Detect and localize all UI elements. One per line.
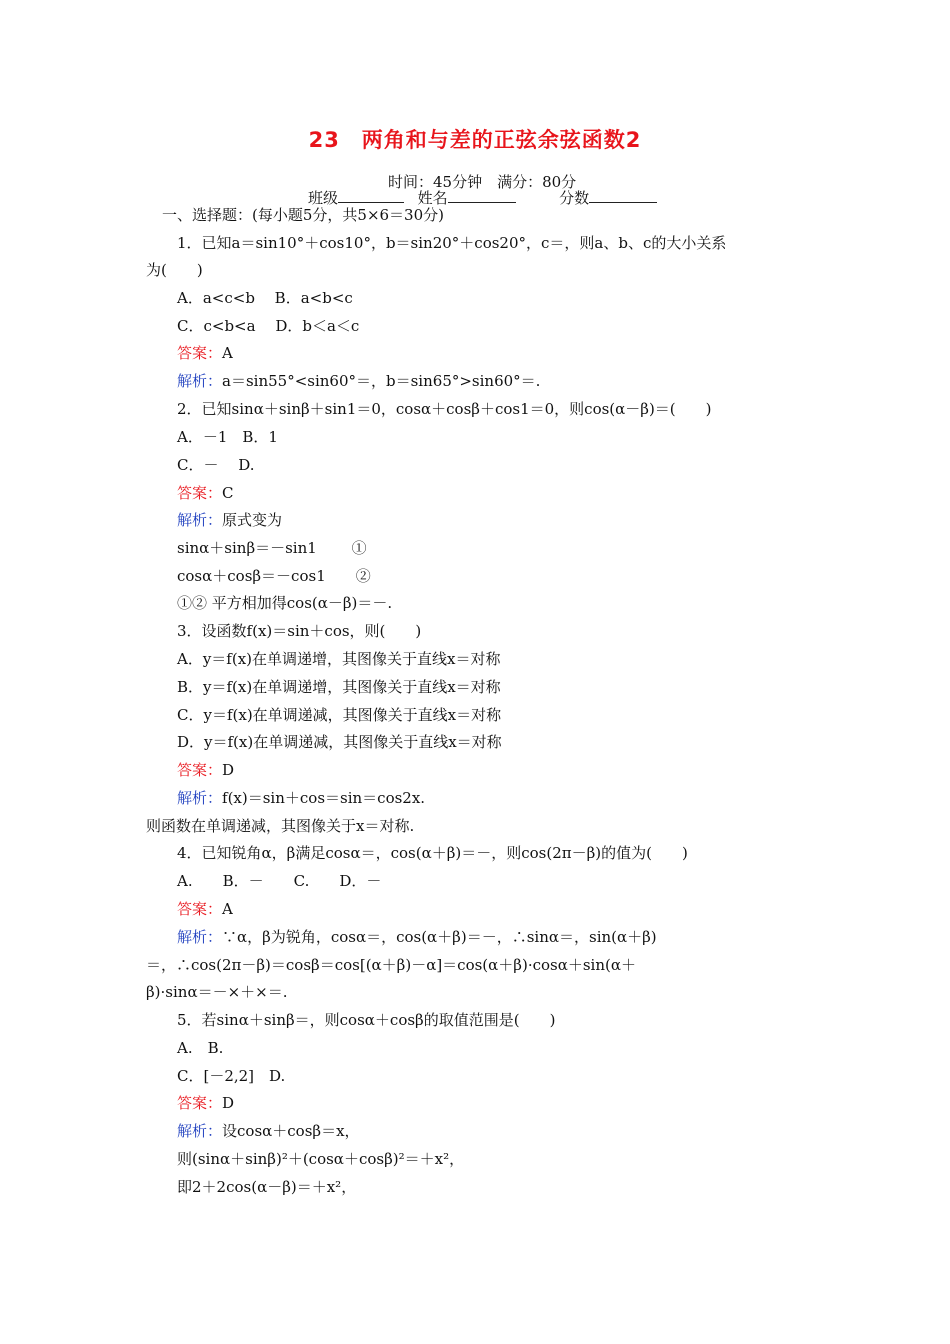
q3-option-d: D．y＝f(x)在单调递减，其图像关于直线x＝对称 [177, 733, 502, 751]
section-heading: 一、选择题：(每小题5分，共5×6＝30分) [162, 206, 444, 224]
answer-label: 答案： [177, 761, 223, 779]
q5-stem: 5．若sinα＋sinβ＝，则cosα＋cosβ的取值范围是( ) [177, 1011, 556, 1029]
q4-analysis: 解析：∵α，β为锐角，cosα＝，cos(α＋β)＝－，∴sinα＝，sin(α＋β) [177, 928, 657, 946]
q1-stem-cont: 为( ) [146, 261, 203, 279]
q3-answer: 答案：D [177, 761, 235, 779]
q4-analysis-cont2: β)·sinα＝－×＋×＝. [146, 983, 288, 1001]
q2-answer: 答案：C [177, 484, 234, 502]
q4-stem: 4．已知锐角α，β满足cosα＝，cos(α＋β)＝－，则cos(2π－β)的值为( ) [177, 844, 688, 862]
q1-options-cd: C．c<b<a D．b＜a＜c [177, 317, 360, 335]
answer-label: 答案： [177, 1094, 223, 1112]
analysis-label: 解析： [177, 372, 223, 390]
analysis-label: 解析： [177, 928, 223, 946]
q5-options-cd: C．[－2,2] D. [177, 1067, 286, 1085]
score-label: 分数 [559, 189, 590, 207]
answer-label: 答案： [177, 344, 223, 362]
q3-analysis-cont: 则函数在单调递减，其图像关于x＝对称. [146, 817, 415, 835]
q3-stem: 3．设函数f(x)＝sin＋cos，则( ) [177, 622, 422, 640]
class-label: 班级 [308, 189, 339, 207]
exam-time-score: 时间：45分钟 满分：80分 [388, 173, 577, 191]
answer-label: 答案： [177, 484, 223, 502]
q4-answer: 答案：A [177, 900, 233, 918]
q4-options: A. B．－ C. D．－ [177, 872, 382, 890]
q2-options-cd: C．－ D. [177, 456, 255, 474]
q5-analysis-eq1: 则(sinα＋sinβ)²＋(cosα＋cosβ)²＝＋x²， [177, 1150, 465, 1168]
q5-answer: 答案：D [177, 1094, 235, 1112]
class-blank[interactable] [338, 188, 404, 203]
q1-analysis: 解析：a＝sin55°<sin60°＝，b＝sin65°>sin60°＝. [177, 372, 541, 390]
q1-options-ab: A．a<c<b B．a<b<c [177, 289, 353, 307]
q3-option-c: C．y＝f(x)在单调递减，其图像关于直线x＝对称 [177, 706, 502, 724]
q3-analysis: 解析：f(x)＝sin＋cos＝sin＝cos2x. [177, 789, 426, 807]
name-label: 姓名 [417, 189, 448, 207]
name-blank[interactable] [448, 188, 516, 203]
q2-analysis-result: ①② 平方相加得cos(α－β)＝－. [177, 594, 393, 612]
q2-analysis-eq2: cosα＋cosβ＝－cos1 ② [177, 567, 371, 585]
q4-analysis-cont1: ＝，∴cos(2π－β)＝cosβ＝cos[(α＋β)－α]＝cos(α＋β)·cosα＋sin(α＋ [146, 956, 636, 974]
q3-option-a: A．y＝f(x)在单调递增，其图像关于直线x＝对称 [177, 650, 501, 668]
analysis-label: 解析： [177, 789, 223, 807]
q5-analysis-eq2: 即2＋2cos(α－β)＝＋x²， [177, 1178, 357, 1196]
q1-answer: 答案：A [177, 344, 233, 362]
q5-options-ab: A. B. [177, 1039, 224, 1057]
q1-stem: 1．已知a＝sin10°＋cos10°，b＝sin20°＋cos20°，c＝，则a、b、c的大小关系 [177, 234, 727, 252]
analysis-label: 解析： [177, 1122, 223, 1140]
q2-analysis: 解析：原式变为 [177, 511, 283, 529]
page-title: 23 两角和与差的正弦余弦函数2 [308, 128, 642, 152]
score-blank[interactable] [589, 188, 657, 203]
q5-analysis: 解析：设cosα＋cosβ＝x， [177, 1122, 360, 1140]
answer-label: 答案： [177, 900, 223, 918]
q2-analysis-eq1: sinα＋sinβ＝－sin1 ① [177, 539, 367, 557]
q3-option-b: B．y＝f(x)在单调递增，其图像关于直线x＝对称 [177, 678, 501, 696]
q2-stem: 2．已知sinα＋sinβ＋sin1＝0，cosα＋cosβ＋cos1＝0，则cos(α－β)＝( ) [177, 400, 712, 418]
q2-options-ab: A．－1 B．1 [177, 428, 278, 446]
analysis-label: 解析： [177, 511, 223, 529]
